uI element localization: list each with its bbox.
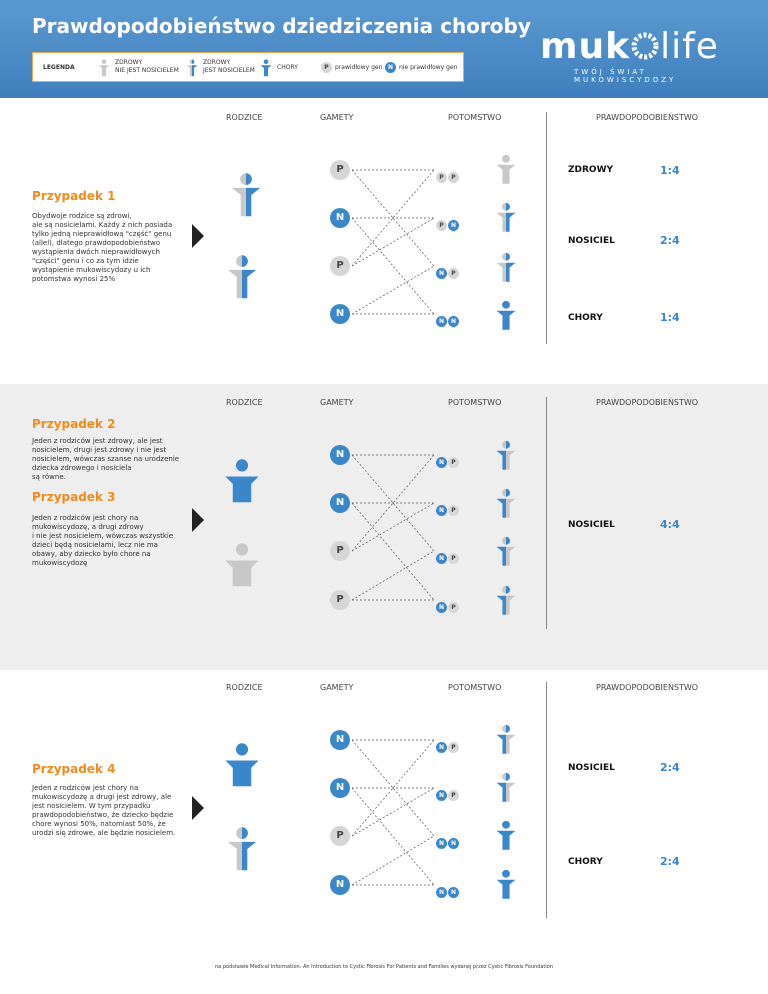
legend-title: LEGENDA — [43, 64, 75, 71]
col-parents: RODZICE — [226, 398, 263, 407]
healthy-child-icon — [494, 154, 518, 185]
probability-value: 4:4 — [660, 518, 680, 531]
allele: N — [436, 553, 447, 564]
probability-value: 2:4 — [660, 761, 680, 774]
gamete: P — [330, 541, 350, 561]
divider — [546, 397, 547, 629]
allele: N — [436, 838, 447, 849]
legend-healthy-not-carrier: ZDROWY NIE JEST NOSICIELEM — [115, 59, 179, 74]
logo-text-part1: muk — [540, 26, 631, 67]
divider — [546, 112, 547, 344]
allele: P — [436, 220, 447, 231]
col-parents: RODZICE — [226, 113, 263, 122]
col-offspring: POTOMSTWO — [448, 398, 502, 407]
case-text: Jeden z rodziców jest chory na mukowiscydozę, a drugi zdrowy i nie jest nosicielem, wówczas wszystkie dzieci będą nosicielami, lecz nie ma obawy, aby dziecko było chore na mukowiscydozę — [32, 514, 174, 567]
probability-label: ZDROWY — [568, 165, 614, 175]
offspring-genotype — [436, 260, 460, 277]
offspring-genotype — [436, 308, 460, 325]
offspring-genotype — [436, 449, 460, 466]
offspring-genotype — [436, 212, 460, 229]
gamete: N — [330, 778, 350, 798]
offspring-genotype — [436, 879, 460, 896]
logo-text-part2: life — [660, 26, 719, 67]
col-gametes: GAMETY — [320, 398, 354, 407]
allele: N — [436, 602, 447, 613]
allele: N — [436, 505, 447, 516]
gamete: N — [330, 304, 350, 324]
allele: N — [448, 838, 459, 849]
logo-tagline: TWÓJ ŚWIAT MUKOWISCYDOZY — [574, 68, 677, 84]
arrow-icon — [192, 796, 204, 820]
allele: N — [436, 268, 447, 279]
allele: N — [448, 887, 459, 898]
offspring-genotype — [436, 734, 460, 751]
allele: N — [436, 887, 447, 898]
col-probability: PRAWDOPODOBIEŃSTWO — [596, 683, 699, 692]
divider — [546, 682, 547, 918]
legend-healthy-carrier: ZDROWY JEST NOSICIELEM — [203, 59, 255, 74]
allele: N — [436, 790, 447, 801]
page-title: Prawdopodobieństwo dziedziczenia choroby — [32, 14, 531, 38]
case-text: Obydwoje rodzice są zdrowi, ale są nosicielami. Każdy z nich posiada tylko jedną nieprawidłową "część" genu (allel), dlatego prawdopodobieństwo wystąpienia dwóch nieprawidłowych "części" genu i co za tym idzie wystąpienie mukowiscydozy u ich potomstwa wynosi 25% — [32, 212, 173, 283]
legend — [32, 52, 464, 82]
sick-parent-icon — [222, 742, 262, 790]
sick-child-icon — [494, 820, 518, 851]
gamete: N — [330, 493, 350, 513]
offspring-genotype — [436, 497, 460, 514]
gamete: P — [330, 826, 350, 846]
offspring-genotype — [436, 830, 460, 847]
sick-child-icon — [494, 869, 518, 900]
offspring-genotype — [436, 782, 460, 799]
col-parents: RODZICE — [226, 683, 263, 692]
col-probability: PRAWDOPODOBIEŃSTWO — [596, 113, 699, 122]
case-title: Przypadek 2 — [32, 417, 116, 431]
legend-correct-gene: prawidłowy gen — [335, 64, 383, 71]
col-gametes: GAMETY — [320, 683, 354, 692]
carrier-child-icon — [494, 724, 518, 755]
legend-gene-p-icon: P — [321, 62, 332, 73]
allele: P — [448, 790, 459, 801]
carrier-child-icon — [494, 252, 518, 283]
carrier-child-icon — [494, 536, 518, 567]
carrier-parent-icon — [228, 172, 264, 218]
carrier-child-icon — [494, 585, 518, 616]
probability-value: 2:4 — [660, 234, 680, 247]
case-title: Przypadek 4 — [32, 762, 116, 776]
legend-gene-n-icon: N — [385, 62, 396, 73]
carrier-parent-icon — [224, 826, 260, 872]
allele: P — [448, 602, 459, 613]
allele: P — [448, 742, 459, 753]
probability-label: NOSICIEL — [568, 763, 615, 773]
allele: N — [436, 742, 447, 753]
carrier-child-icon — [494, 772, 518, 803]
carrier-person-icon — [185, 59, 199, 77]
allele: P — [448, 457, 459, 468]
probability-label: CHORY — [568, 857, 603, 867]
carrier-child-icon — [494, 440, 518, 471]
gamete: N — [330, 875, 350, 895]
legend-incorrect-gene: nie prawidłowy gen — [399, 64, 458, 71]
gamete: P — [330, 590, 350, 610]
col-gametes: GAMETY — [320, 113, 354, 122]
header — [0, 0, 768, 98]
carrier-child-icon — [494, 202, 518, 233]
gamete: P — [330, 256, 350, 276]
gamete: P — [330, 160, 350, 180]
legend-sick: CHORY — [277, 64, 298, 71]
sick-parent-icon — [222, 458, 262, 506]
healthy-person-icon — [97, 59, 111, 77]
offspring-genotype — [436, 545, 460, 562]
gamete: N — [330, 445, 350, 465]
arrow-icon — [192, 224, 204, 248]
allele: N — [448, 316, 459, 327]
allele: P — [448, 268, 459, 279]
logo-ring-icon — [630, 31, 660, 61]
offspring-genotype — [436, 594, 460, 611]
probability-value: 1:4 — [660, 311, 680, 324]
arrow-icon — [192, 508, 204, 532]
case-text: Jeden z rodziców jest chory na mukowiscydozę a drugi jest zdrowy, ale jest nosicielem. W tym przypadku prawdopodobieństwo, że dziecko będzie chore wynosi 50%, natomiast 50%, że urodzi się zdrowe, ale będzie nosicielem. — [32, 784, 176, 837]
case-text: Jeden z rodziców jest zdrowy, ale jest nosicielem, drugi jest zdrowy i nie jest nosicielem, wówczas szanse na urodzenie dziecka zdrowego i nosiciela są równe. — [32, 437, 180, 481]
allele: P — [448, 172, 459, 183]
col-offspring: POTOMSTWO — [448, 113, 502, 122]
probability-label: NOSICIEL — [568, 520, 615, 530]
probability-label: NOSICIEL — [568, 236, 615, 246]
allele: P — [436, 172, 447, 183]
offspring-genotype — [436, 164, 460, 181]
allele: N — [436, 457, 447, 468]
col-offspring: POTOMSTWO — [448, 683, 502, 692]
allele: N — [436, 316, 447, 327]
probability-value: 2:4 — [660, 855, 680, 868]
gamete: N — [330, 730, 350, 750]
carrier-child-icon — [494, 488, 518, 519]
case-title: Przypadek 1 — [32, 189, 116, 203]
healthy-parent-icon — [222, 542, 262, 590]
sick-child-icon — [494, 300, 518, 331]
gamete: N — [330, 208, 350, 228]
allele: N — [448, 220, 459, 231]
footer-source: na podstawie Medical Information: An Introduction to Cystic Fibrosis For Patients and Families wydanej przez Cystic Fibrosis Foundation — [215, 964, 553, 970]
probability-label: CHORY — [568, 313, 603, 323]
case-title: Przypadek 3 — [32, 490, 116, 504]
allele: P — [448, 505, 459, 516]
mukolife-logo — [540, 26, 730, 86]
col-probability: PRAWDOPODOBIEŃSTWO — [596, 398, 699, 407]
sick-person-icon — [259, 59, 273, 77]
probability-value: 1:4 — [660, 164, 680, 177]
allele: P — [448, 553, 459, 564]
carrier-parent-icon — [224, 254, 260, 300]
